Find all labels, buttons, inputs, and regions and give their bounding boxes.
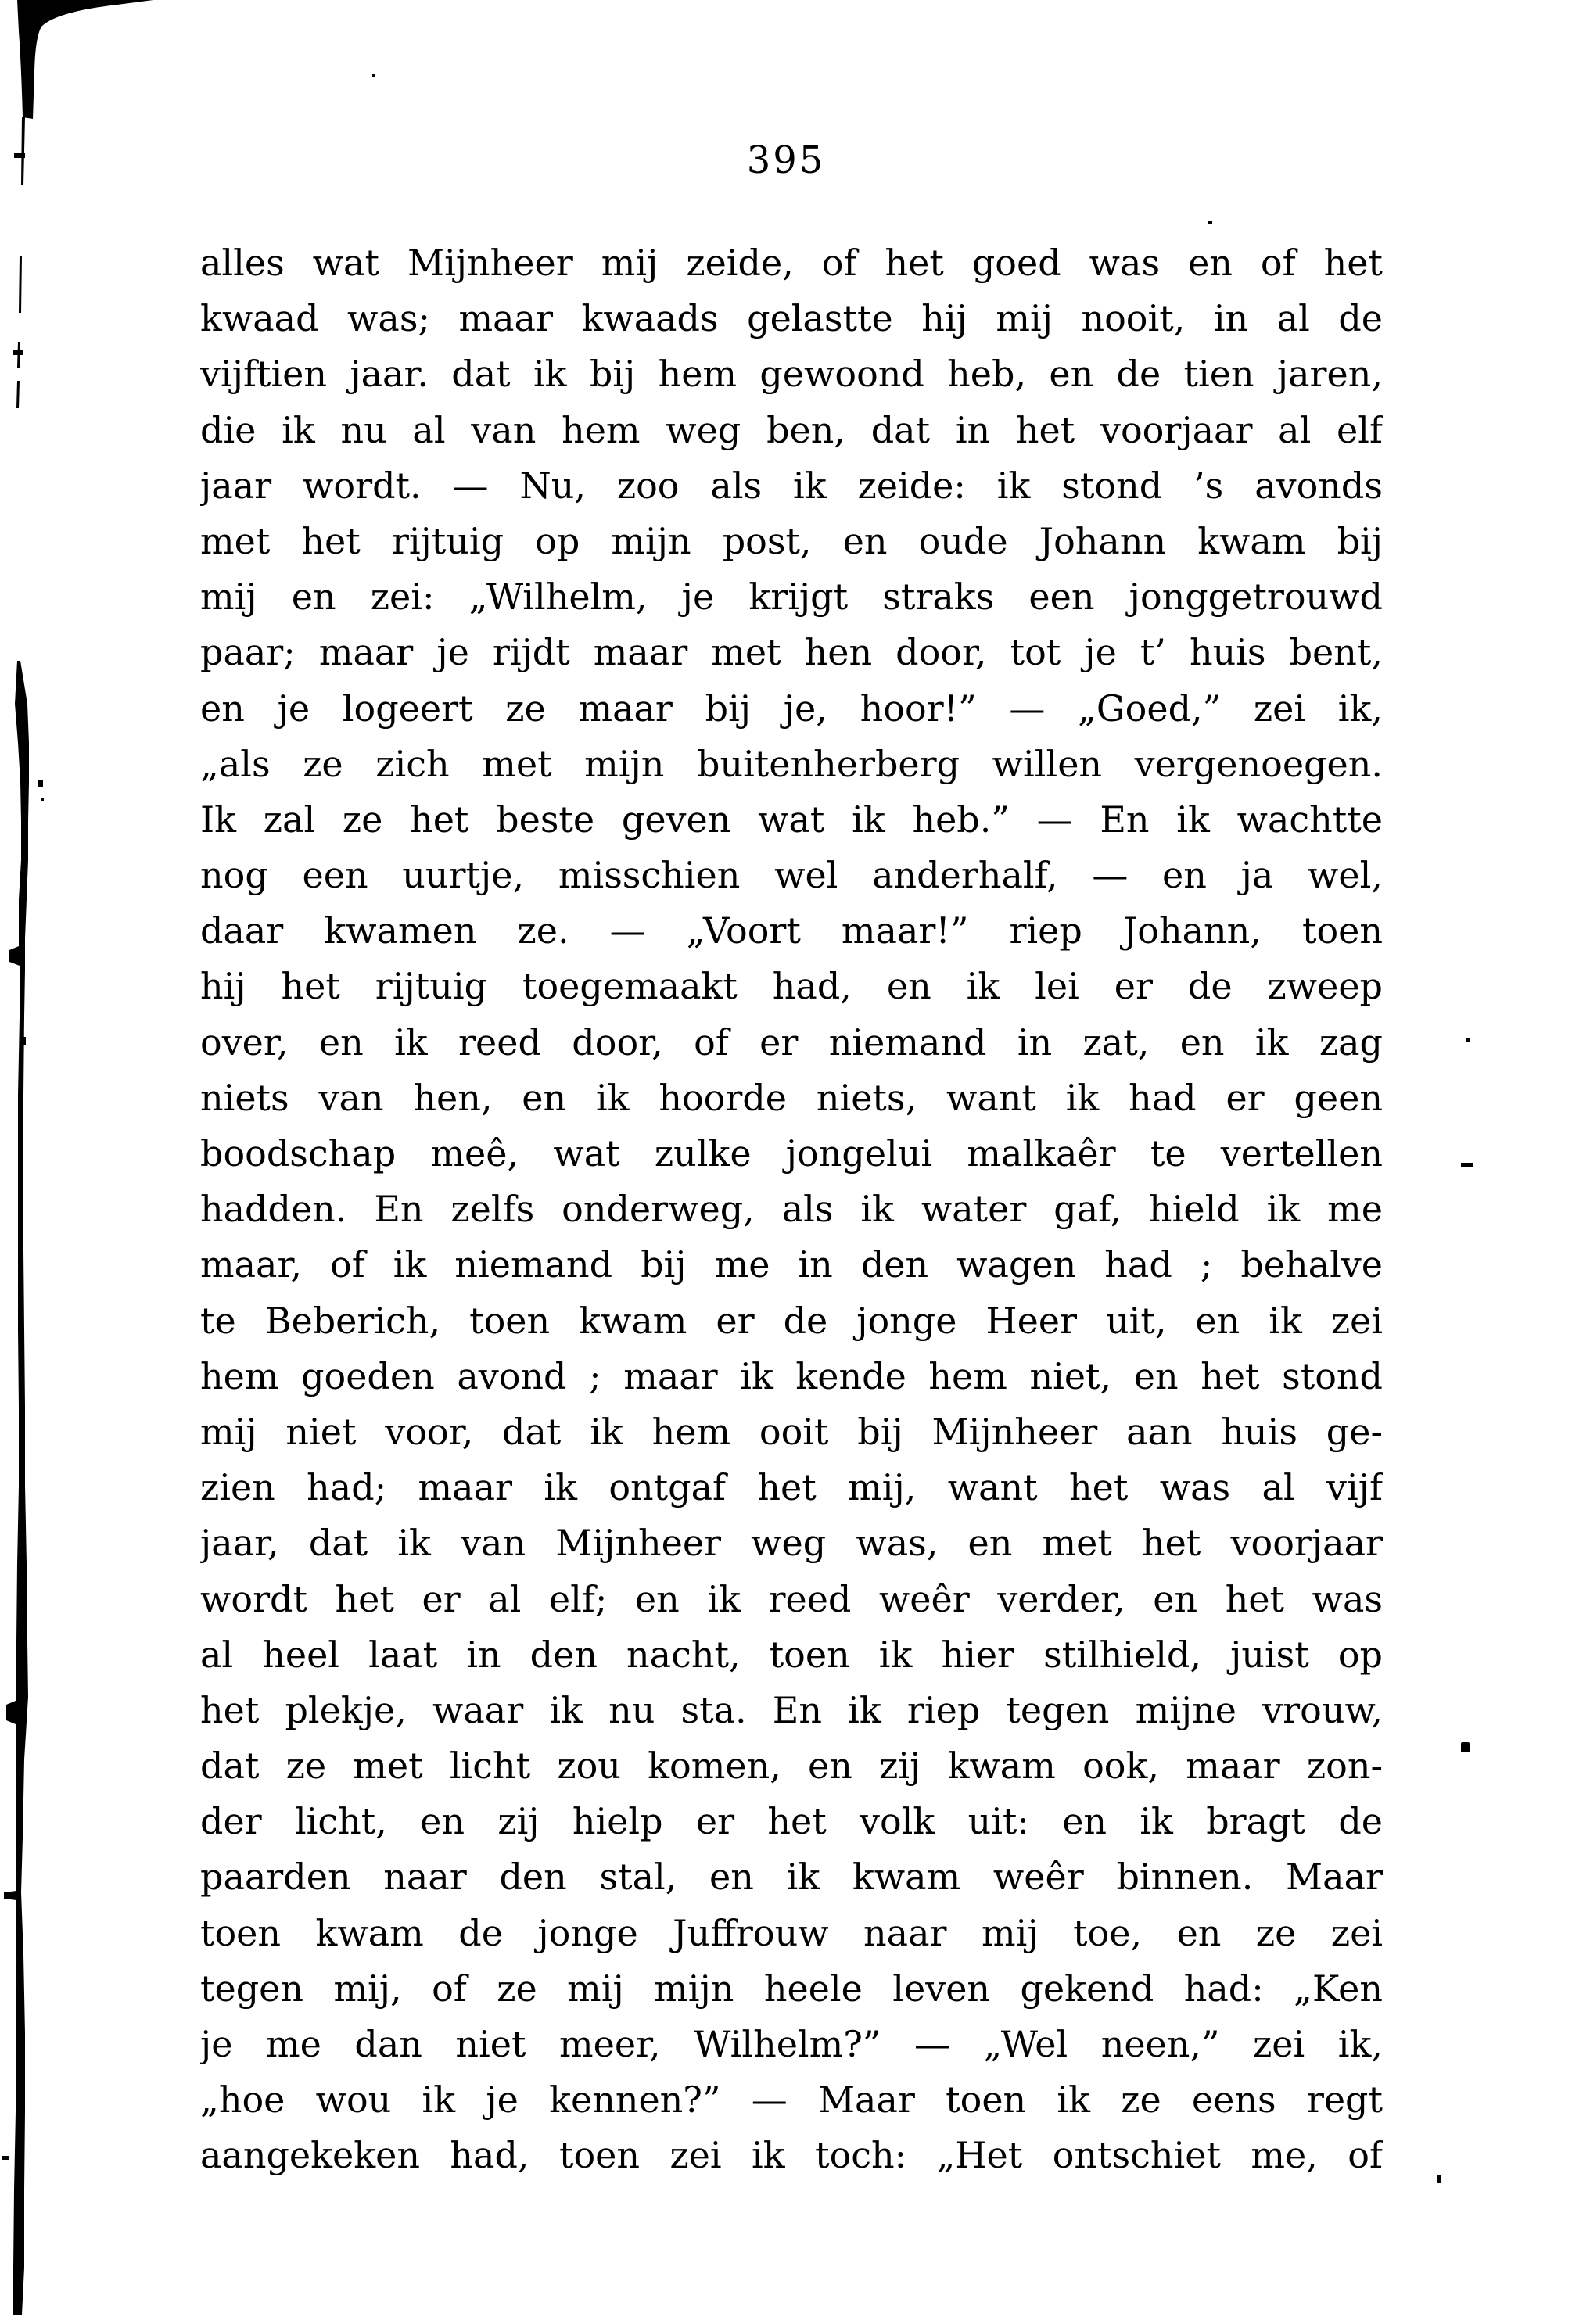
- text-line: zien had; maar ik ontgaf het mij, want het was al vijf: [200, 1466, 1383, 1509]
- text-line: paarden naar den stal, en ik kwam weêr binnen. Maar: [200, 1856, 1383, 1899]
- text-line: aangekeken had, toen zei ik toch: „Het ontschiet me, of: [200, 2134, 1383, 2177]
- text-line: „hoe wou ik je kennen?” — Maar toen ik ze eens regt: [200, 2078, 1383, 2121]
- text-line: hadden. En zelfs onderweg, als ik water gaf, hield ik me: [200, 1188, 1383, 1231]
- text-line: paar; maar je rijdt maar met hen door, tot je t’ huis bent,: [200, 631, 1383, 674]
- text-line: mij niet voor, dat ik hem ooit bij Mijnheer aan huis ge-: [200, 1410, 1383, 1453]
- text-line: „als ze zich met mijn buitenherberg willen vergenoegen.: [200, 742, 1383, 785]
- text-line: hem goeden avond ; maar ik kende hem niet, en het stond: [200, 1354, 1383, 1397]
- text-line: maar, of ik niemand bij me in den wagen had ; behalve: [200, 1243, 1383, 1286]
- body-text: [200, 235, 1383, 2184]
- scan-speck: [1208, 221, 1212, 224]
- text-line: alles wat Mijnheer mij zeide, of het goed was en of het: [200, 242, 1383, 284]
- text-line: al heel laat in den nacht, toen ik hier stilhield, juist op: [200, 1633, 1383, 1676]
- text-line: en je logeert ze maar bij je, hoor!” — „Goed,” zei ik,: [200, 687, 1383, 730]
- text-line: je me dan niet meer, Wilhelm?” — „Wel neen,” zei ik,: [200, 2023, 1383, 2065]
- text-line: mij en zei: „Wilhelm, je krijgt straks een jonggetrouwd: [200, 576, 1383, 619]
- text-line: met het rijtuig op mijn post, en oude Johann kwam bij: [200, 519, 1383, 562]
- text-line: wordt het er al elf; en ik reed weêr verder, en het was: [200, 1577, 1383, 1620]
- text-line: niets van hen, en ik hoorde niets, want ik had er geen: [200, 1076, 1383, 1119]
- text-line: hij het rijtuig toegemaakt had, en ik lei er de zweep: [200, 965, 1383, 1008]
- text-line: nog een uurtje, misschien wel anderhalf, — en ja wel,: [200, 854, 1383, 897]
- page-number: 395: [746, 138, 826, 182]
- scan-speck: [1461, 1163, 1473, 1167]
- text-line: dat ze met licht zou komen, en zij kwam ook, maar zon-: [200, 1745, 1383, 1788]
- scan-artifact-left-edge: [0, 0, 164, 2324]
- text-line: kwaad was; maar kwaads gelastte hij mij nooit, in al de: [200, 297, 1383, 340]
- scan-speck: [1461, 1742, 1470, 1752]
- text-line: die ik nu al van hem weg ben, dat in het voorjaar al elf: [200, 408, 1383, 451]
- text-line: toen kwam de jonge Juffrouw naar mij toe, en ze zei: [200, 1911, 1383, 1954]
- scan-speck: [1466, 1038, 1470, 1042]
- text-line: te Beberich, toen kwam er de jonge Heer uit, en ik zei: [200, 1299, 1383, 1342]
- scan-speck: [1437, 2175, 1441, 2183]
- text-line: over, en ik reed door, of er niemand in zat, en ik zag: [200, 1020, 1383, 1063]
- scan-speck: [372, 74, 375, 77]
- text-line: tegen mij, of ze mij mijn heele leven gekend had: „Ken: [200, 1967, 1383, 2010]
- text-line: jaar wordt. — Nu, zoo als ik zeide: ik stond ’s avonds: [200, 464, 1383, 507]
- text-line: Ik zal ze het beste geven wat ik heb.” — En ik wachtte: [200, 798, 1383, 841]
- text-line: jaar, dat ik van Mijnheer weg was, en met het voorjaar: [200, 1522, 1383, 1565]
- text-line: boodschap meê, wat zulke jongelui malkaêr te vertellen: [200, 1132, 1383, 1175]
- text-line: der licht, en zij hielp er het volk uit: en ik bragt de: [200, 1800, 1383, 1843]
- text-line: daar kwamen ze. — „Voort maar!” riep Johann, toen: [200, 909, 1383, 952]
- text-line: vijftien jaar. dat ik bij hem gewoond heb, en de tien jaren,: [200, 353, 1383, 396]
- text-line: het plekje, waar ik nu sta. En ik riep tegen mijne vrouw,: [200, 1688, 1383, 1731]
